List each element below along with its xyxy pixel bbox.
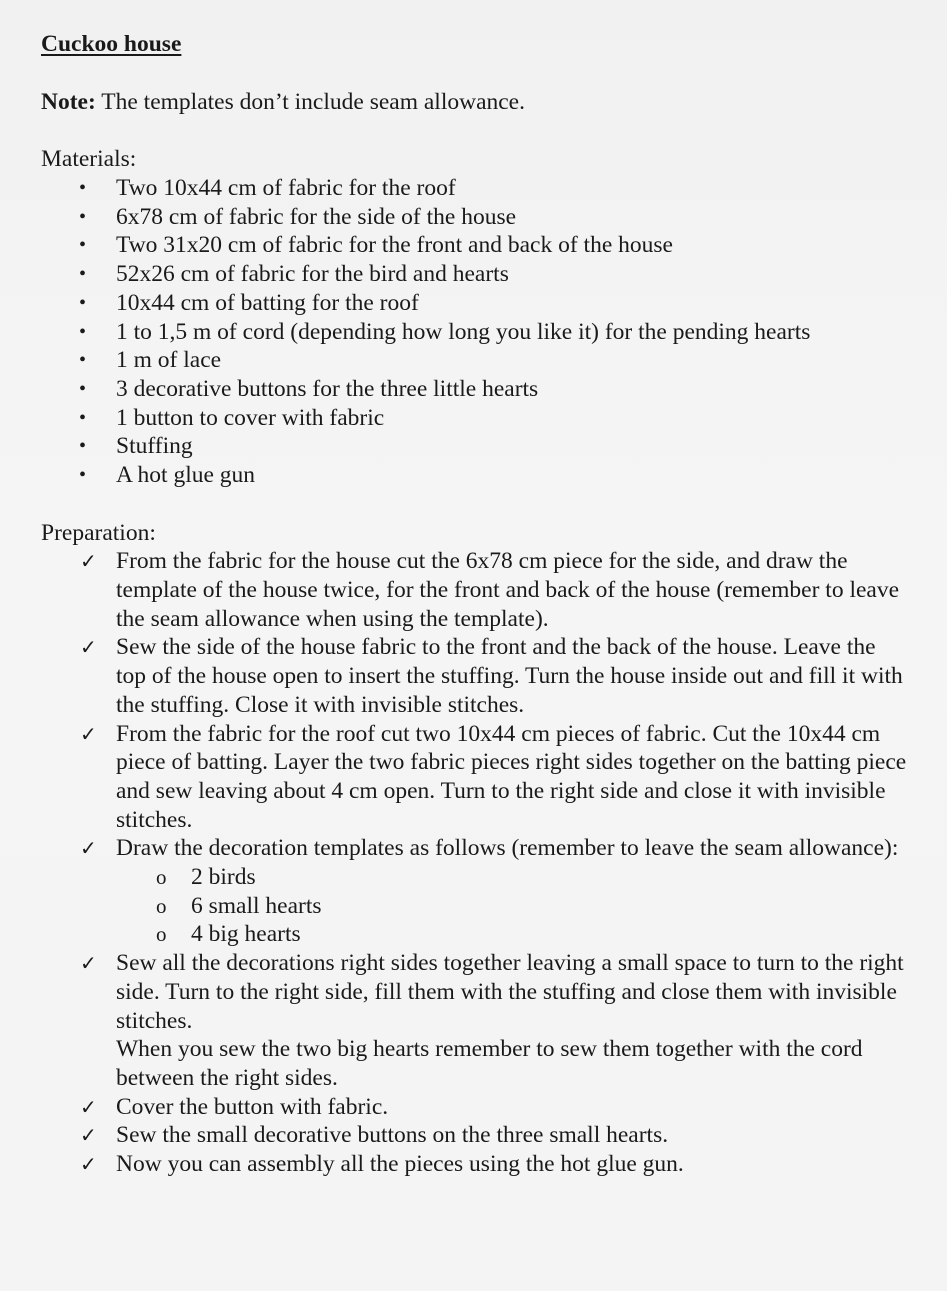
bullet-icon: • xyxy=(79,349,87,372)
circle-bullet-icon: o xyxy=(156,893,167,918)
note-text: The templates don’t include seam allowance. xyxy=(95,88,525,115)
step-item xyxy=(41,1093,921,1122)
step-text: Sew all the decorations right sides together leaving a small space to turn to the right side. Turn to the right side, fill them with the stuffing and close them with invisible stitches. xyxy=(116,950,904,1034)
step-item xyxy=(41,720,921,835)
bullet-icon: • xyxy=(79,406,87,429)
step-item xyxy=(41,633,921,719)
checkmark-icon: ✓ xyxy=(80,1152,97,1177)
note-label: Note: xyxy=(41,88,96,115)
list-item xyxy=(41,289,921,318)
material-text: 1 m of lace xyxy=(116,347,222,374)
decoration-text: 6 small hearts xyxy=(191,892,322,919)
step-extra-text: When you sew the two big hearts remember to sew them together with the cord between the right sides. xyxy=(116,1036,863,1091)
circle-bullet-icon: o xyxy=(156,865,167,890)
bullet-icon: • xyxy=(79,291,87,314)
step-text: Draw the decoration templates as follows (remember to leave the seam allowance): xyxy=(116,835,899,862)
material-text: Stuffing xyxy=(116,433,193,460)
list-item xyxy=(41,432,921,461)
step-item xyxy=(41,949,921,1093)
bullet-icon: • xyxy=(79,177,87,200)
preparation-steps xyxy=(41,547,921,863)
material-text: 6x78 cm of fabric for the side of the house xyxy=(116,203,517,230)
document-title: Cuckoo house xyxy=(41,31,182,57)
list-item xyxy=(41,231,921,260)
list-item xyxy=(41,203,921,232)
material-text: Two 31x20 cm of fabric for the front and back of the house xyxy=(116,232,673,259)
materials-heading: Materials: xyxy=(41,146,137,173)
document-content xyxy=(41,30,921,1179)
materials-list xyxy=(41,174,921,490)
step-text: Cover the button with fabric. xyxy=(116,1093,389,1120)
decoration-text: 2 birds xyxy=(191,864,256,891)
list-item xyxy=(41,174,921,203)
decorations-list xyxy=(41,863,921,949)
list-item xyxy=(41,260,921,289)
step-text: From the fabric for the house cut the 6x78 cm piece for the side, and draw the template of the house twice, for the front and back of the house (remember to leave the seam allowance when using the template). xyxy=(116,548,900,632)
checkmark-icon: ✓ xyxy=(80,836,97,861)
checkmark-icon: ✓ xyxy=(80,1094,97,1119)
list-item xyxy=(41,375,921,404)
step-text: Sew the side of the house fabric to the front and the back of the house. Leave the top of the house open to insert the stuffing. Turn the house inside out and fill it with the stuffing. Close it with invisible stitches. xyxy=(116,634,903,718)
bullet-icon: • xyxy=(79,263,87,286)
circle-bullet-icon: o xyxy=(156,922,167,947)
step-item xyxy=(41,1121,921,1150)
list-item xyxy=(41,461,921,490)
bullet-icon: • xyxy=(79,435,87,458)
list-item xyxy=(41,346,921,375)
material-text: 52x26 cm of fabric for the bird and hearts xyxy=(116,261,509,288)
bullet-icon: • xyxy=(79,320,87,343)
material-text: 10x44 cm of batting for the roof xyxy=(116,289,419,316)
checkmark-icon: ✓ xyxy=(80,549,97,574)
checkmark-icon: ✓ xyxy=(80,1123,97,1148)
bullet-icon: • xyxy=(79,234,87,257)
step-text: From the fabric for the roof cut two 10x44 cm pieces of fabric. Cut the 10x44 cm piece of batting. Layer the two fabric pieces right sides together on the batting piece and sew leaving about 4 cm open. Turn to the right side and close it with invisible stitches. xyxy=(116,720,907,833)
list-item xyxy=(41,318,921,347)
note-line xyxy=(41,88,921,117)
material-text: 1 to 1,5 m of cord (depending how long you like it) for the pending hearts xyxy=(116,318,811,345)
list-item xyxy=(41,920,921,949)
step-text: Now you can assembly all the pieces using the hot glue gun. xyxy=(116,1151,684,1178)
material-text: 3 decorative buttons for the three little hearts xyxy=(116,375,539,402)
list-item xyxy=(41,404,921,433)
bullet-icon: • xyxy=(79,377,87,400)
checkmark-icon: ✓ xyxy=(80,951,97,976)
preparation-heading: Preparation: xyxy=(41,519,156,546)
checkmark-icon: ✓ xyxy=(80,635,97,660)
checkmark-icon: ✓ xyxy=(80,721,97,746)
material-text: Two 10x44 cm of fabric for the roof xyxy=(116,175,456,202)
material-text: A hot glue gun xyxy=(116,461,256,488)
bullet-icon: • xyxy=(79,463,87,486)
step-text: Sew the small decorative buttons on the three small hearts. xyxy=(116,1122,669,1149)
bullet-icon: • xyxy=(79,205,87,228)
step-item xyxy=(41,1150,921,1179)
material-text: 1 button to cover with fabric xyxy=(116,404,385,431)
decoration-text: 4 big hearts xyxy=(191,921,301,948)
step-item xyxy=(41,834,921,863)
step-item xyxy=(41,547,921,633)
list-item xyxy=(41,892,921,921)
preparation-steps-continued xyxy=(41,949,921,1179)
list-item xyxy=(41,863,921,892)
